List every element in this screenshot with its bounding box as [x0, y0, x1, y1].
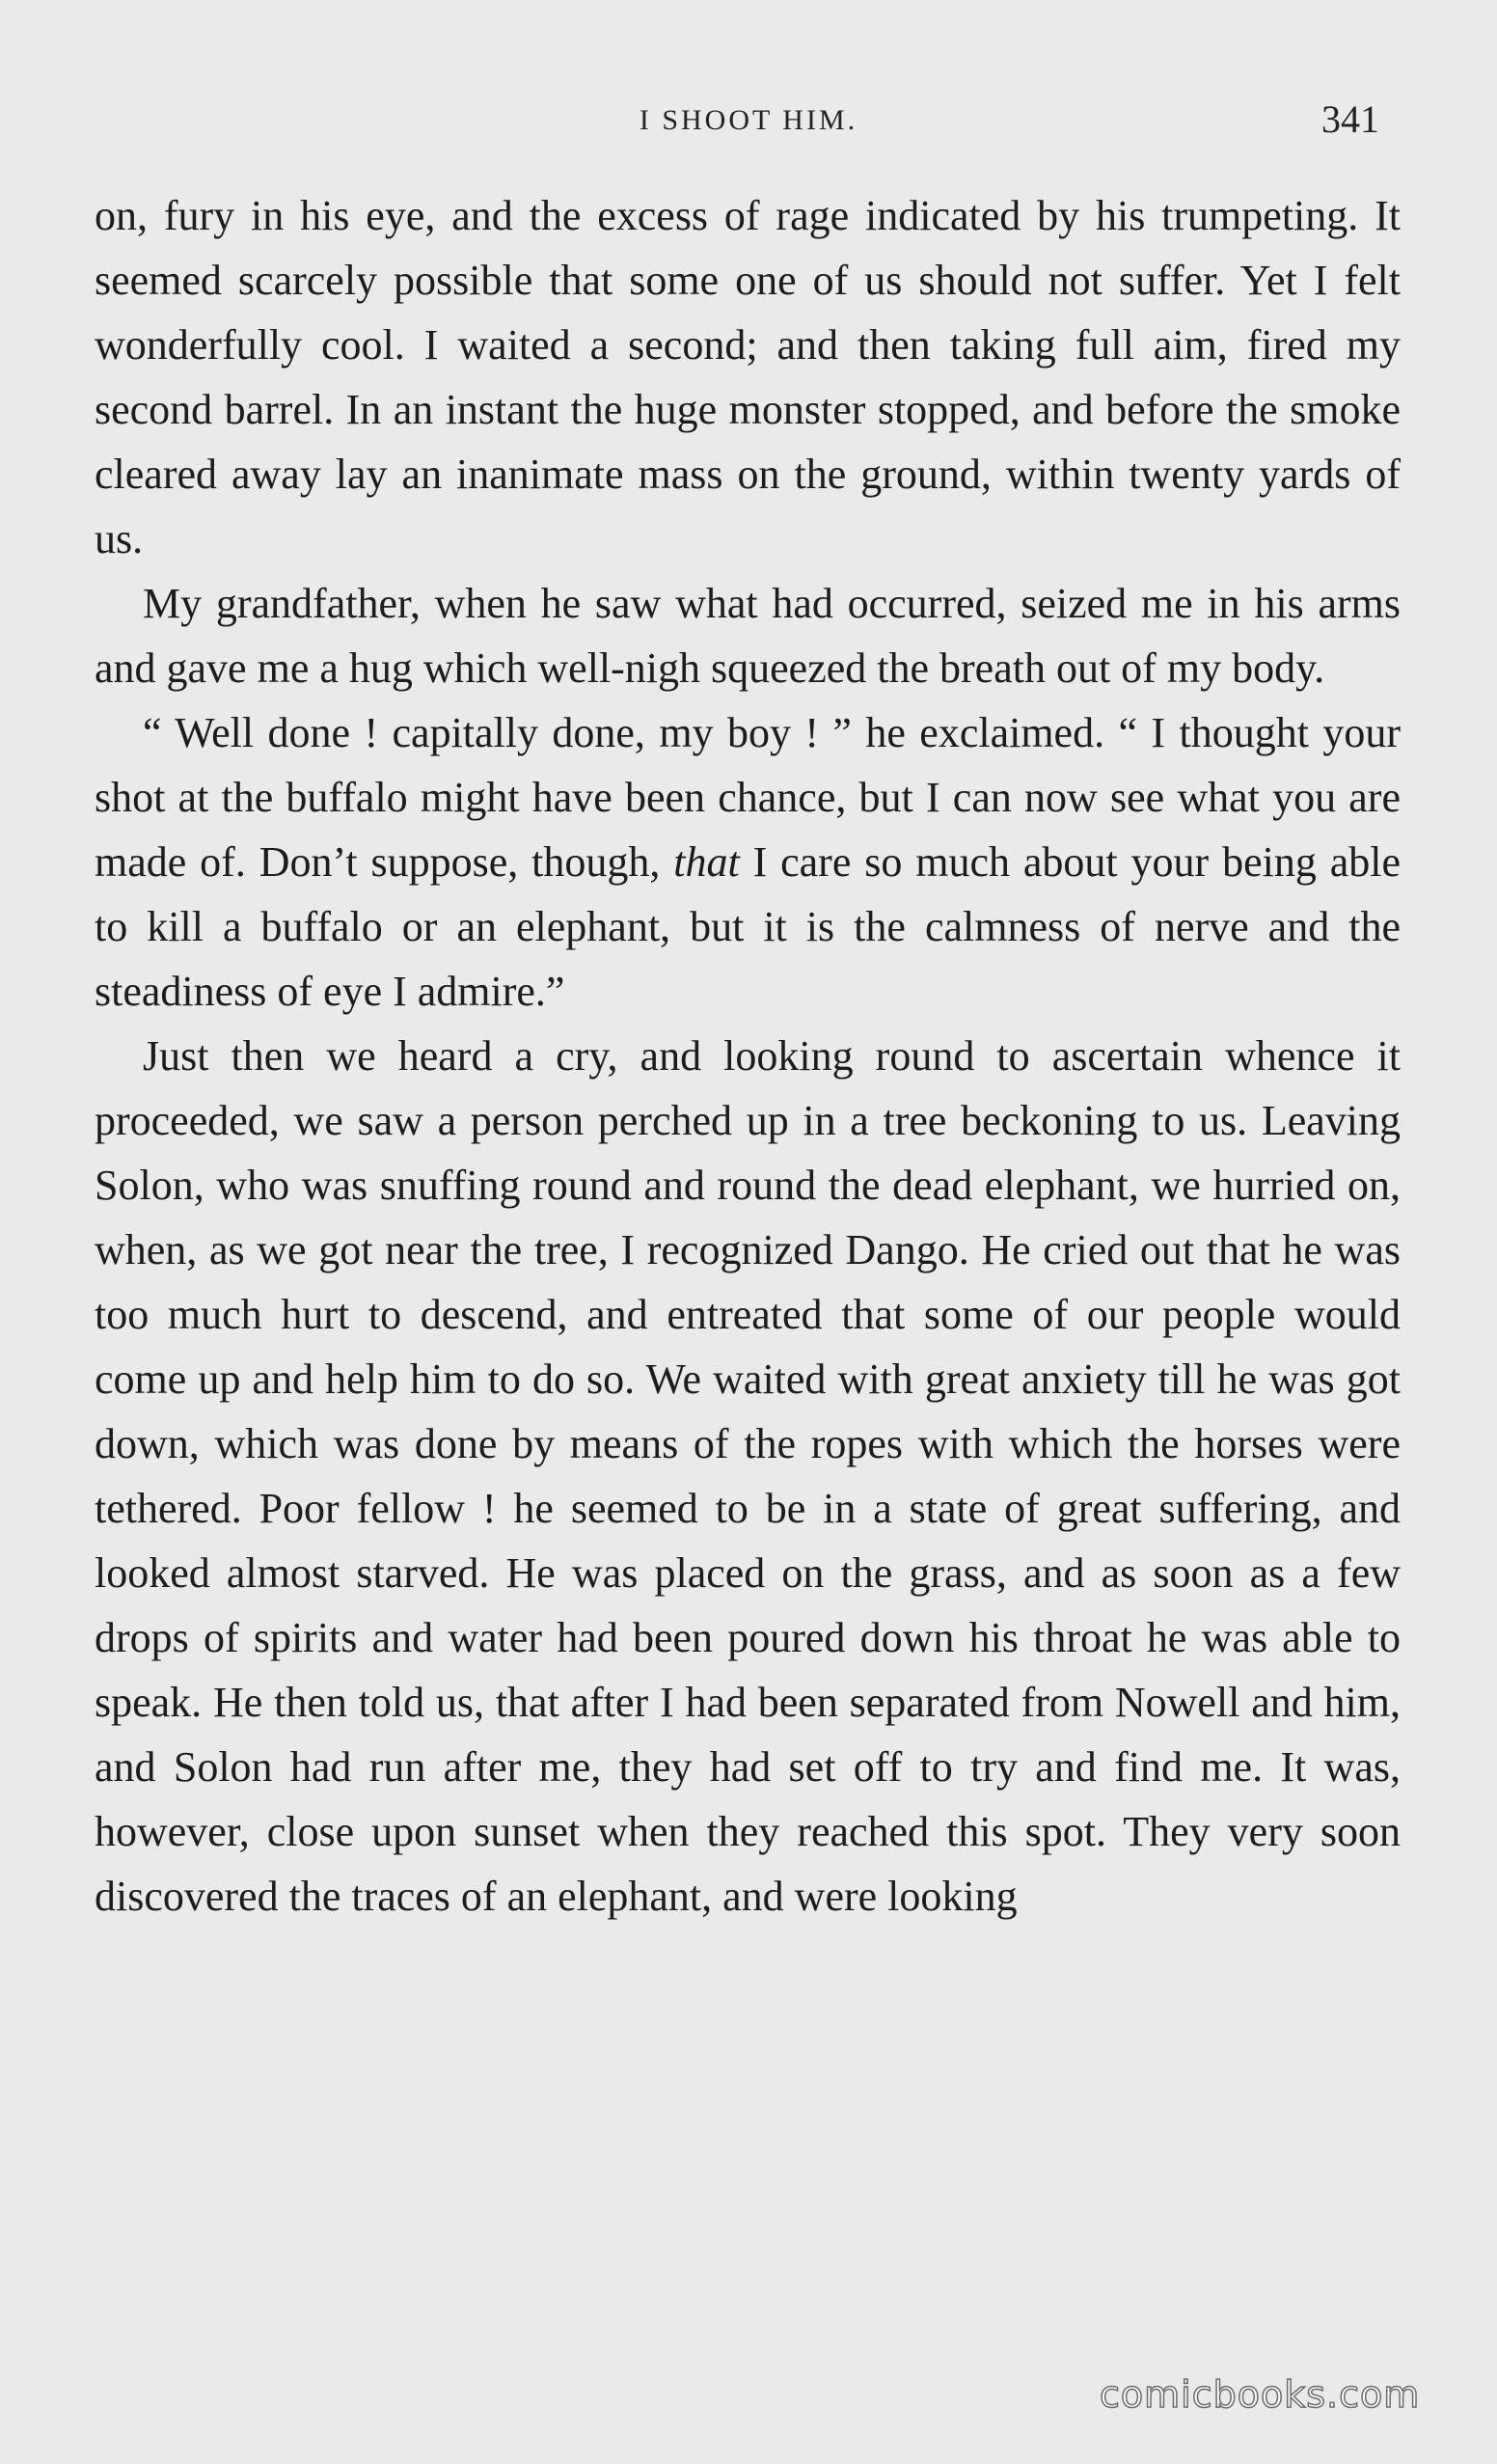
watermark-logo: comicbooks.com	[1100, 2373, 1421, 2416]
paragraph	[95, 183, 1401, 571]
running-head	[0, 96, 1497, 154]
paragraph	[95, 1024, 1401, 1929]
paragraph	[95, 700, 1401, 1024]
paragraph-text: on, fury in his eye, and the excess of rage indicated by his trumpeting. It seemed scarcely possible that some one of us should not suffer. Yet I felt wonderfully cool. I waited a second; and then taking full aim, fired my second barrel. In an instant the huge monster stopped, and before the smoke cleared away lay an inanimate mass on the ground, within twenty yards of us.	[95, 192, 1401, 562]
body-text	[95, 183, 1401, 1929]
paragraph-text: Just then we heard a cry, and looking round to ascertain whence it proceeded, we saw a person perched up in a tree beckoning to us. Leaving Solon, who was snuffing round and round the dead elephant, we hurried on, when, as we got near the tree, I recognized Dango. He cried out that he was too much hurt to descend, and entreated that some of our people would come up and help him to do so. We waited with great anxiety till he was got down, which was done by means of the ropes with which the horses were tethered. Poor fellow ! he seemed to be in a state of great suffering, and looked almost starved. He was placed on the grass, and as soon as a few drops of spirits and water had been poured down his throat he was able to speak. He then told us, that after I had been separated from Nowell and him, and Solon had run after me, they had set off to try and find me. It was, however, close upon sunset when they reached this spot. They very soon discovered the traces of an elephant, and were looking	[95, 1032, 1401, 1920]
paragraph-text: I care so much about your being able to kill a buffalo or an elephant, but it is the calmness of nerve and the steadiness of eye I admire.”	[95, 838, 1401, 1015]
italic-text: that	[673, 838, 740, 886]
page-number: 341	[1321, 97, 1379, 141]
chapter-heading: I SHOOT HIM.	[639, 104, 858, 136]
paragraph-text: “ Well done ! capitally done, my boy ! ” he exclaimed. “ I thought your shot at the buffalo might have been chance, but I can now see what you are made of. Don’t suppose, though,	[95, 709, 1401, 886]
paragraph	[95, 571, 1401, 700]
paragraph-text: My grandfather, when he saw what had occurred, seized me in his arms and gave me a hug which well-nigh squeezed the breath out of my body.	[95, 580, 1401, 692]
